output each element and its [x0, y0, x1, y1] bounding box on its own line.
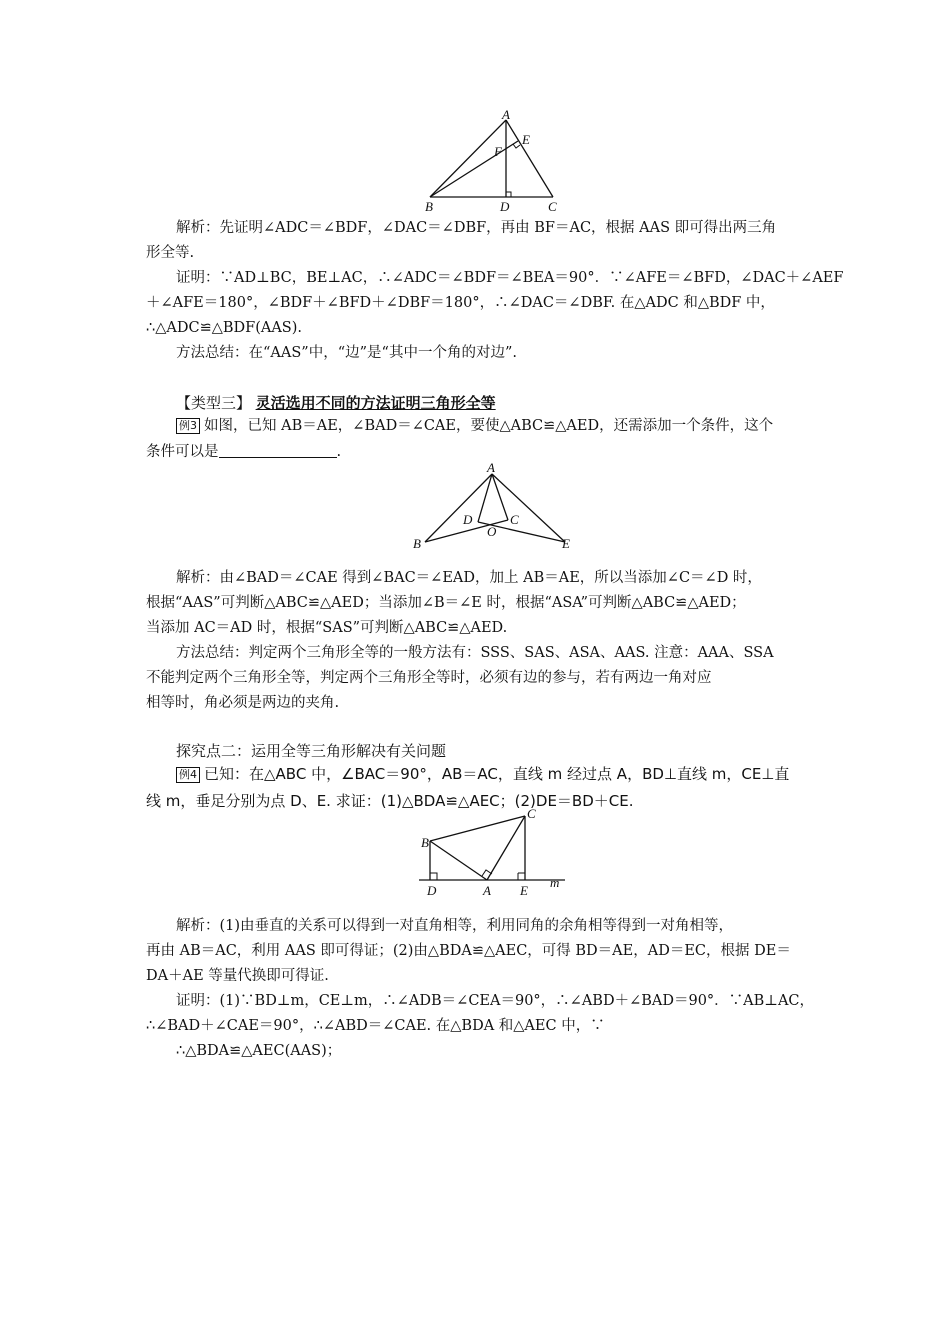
segment-be — [430, 141, 518, 197]
section-3-title: 灵活选用不同的方法证明三角形全等 — [255, 394, 496, 412]
analysis-3-line2: 根据“AAS”可判断△ABC≌△AED；当添加∠B＝∠E 时，根据“ASA”可判断△ABC≌△AED； — [146, 595, 746, 611]
label-o: O — [487, 524, 497, 539]
segment-bc — [430, 816, 525, 841]
figure-two-triangles — [410, 460, 585, 552]
analysis-3-line3: 当添加 AC＝AD 时，根据“SAS”可判断△ABC≌△AED. — [146, 620, 508, 636]
label-d: D — [500, 199, 510, 214]
label-a: A — [502, 108, 510, 122]
summary-1: 方法总结：在“AAS”中，“边”是“其中一个角的对边”. — [176, 345, 517, 361]
example-3-line1 — [176, 414, 811, 438]
example-3-badge: 例3 — [176, 418, 200, 434]
label-c: C — [527, 806, 536, 821]
segment-ca — [487, 816, 525, 880]
label-f: F — [494, 144, 502, 159]
section-3-prefix: 【类型三】 — [176, 394, 252, 412]
label-e: E — [562, 536, 570, 551]
segment-ae — [492, 474, 565, 542]
example-4-text: 已知：在△ABC 中，∠BAC＝90°，AB＝AC，直线 m 经过点 A，BD⊥直线 m，CE⊥直 — [204, 765, 790, 783]
answer-blank[interactable] — [219, 443, 337, 458]
label-m: m — [550, 875, 560, 890]
label-b: B — [413, 536, 421, 551]
summary-3-line1: 方法总结：判定两个三角形全等的一般方法有：SSS、SAS、ASA、AAS. 注意：AAA、SSA — [176, 645, 774, 661]
proof-1-line3: ∴△ADC≌△BDF(AAS). — [146, 320, 303, 336]
proof-1-line2: ＋∠AFE＝180°，∠BDF＋∠BFD＋∠DBF＝180°，∴∠DAC＝∠DBF. 在△ADC 和△BDF 中， — [146, 295, 775, 311]
example-3-period: . — [336, 444, 342, 460]
label-d: D — [463, 512, 473, 527]
proof-1-line1: 证明：∵AD⊥BC，BE⊥AC，∴∠ADC＝∠BDF＝∠BEA＝90°．∵∠AFE＝∠BFD，∠DAC＋∠AEF — [176, 270, 844, 286]
analysis-4-line2: 再由 AB＝AC，利用 AAS 即可得证；(2)由△BDA≌△AEC，可得 BD＝AE，AD＝EC，根据 DE＝ — [146, 943, 791, 959]
analysis-4-line3: DA＋AE 等量代换即可得证. — [146, 968, 329, 984]
example-3-text2: 条件可以是 — [146, 444, 219, 460]
label-e: E — [522, 132, 530, 147]
example-3-text: 如图，已知 AB＝AE，∠BAD＝∠CAE，要使△ABC≌△AED，还需添加一个条件，这个 — [204, 418, 774, 434]
proof-4-line1: 证明：(1)∵BD⊥m，CE⊥m，∴∠ADB＝∠CEA＝90°，∴∠ABD＋∠BAD＝90°．∵AB⊥AC， — [176, 993, 815, 1009]
example-4-badge: 例4 — [176, 767, 200, 783]
label-b: B — [421, 835, 429, 850]
figure-line-triangle — [415, 806, 570, 898]
label-c: C — [548, 199, 557, 214]
label-a: A — [483, 883, 491, 898]
proof-4-line3: ∴△BDA≌△AEC(AAS)； — [176, 1043, 342, 1059]
label-e: E — [520, 883, 528, 898]
figure-triangle-altitudes — [420, 108, 570, 216]
proof-4-line2: ∴∠BAD＋∠CAE＝90°，∴∠ABD＝∠CAE. 在△BDA 和△AEC 中，∵ — [146, 1018, 605, 1034]
label-c: C — [510, 512, 519, 527]
analysis-1-line1: 解析：先证明∠ADC＝∠BDF，∠DAC＝∠DBF，再由 BF＝AC，根据 AAS 即可得出两三角 — [176, 220, 777, 236]
analysis-1-line2: 形全等. — [146, 245, 195, 261]
label-d: D — [427, 883, 437, 898]
example-4-line2: 线 m，垂足分别为点 D、E. 求证：(1)△BDA≌△AEC；(2)DE＝BD＋CE. — [146, 792, 634, 810]
section-4-heading: 探究点二：运用全等三角形解决有关问题 — [176, 742, 447, 760]
segment-ba — [430, 841, 487, 880]
section-3-heading — [176, 391, 811, 416]
example-4-line1 — [176, 762, 811, 786]
label-b: B — [425, 199, 433, 214]
summary-3-line2: 不能判定两个三角形全等，判定两个三角形全等时，必须有边的参与，若有两边一角对应 — [146, 670, 712, 686]
summary-3-line3: 相等时，角必须是两边的夹角. — [146, 695, 340, 711]
analysis-3-line1: 解析：由∠BAD＝∠CAE 得到∠BAC＝∠EAD，加上 AB＝AE，所以当添加∠C＝∠D 时， — [176, 570, 762, 586]
analysis-4-line1: 解析：(1)由垂直的关系可以得到一对直角相等，利用同角的余角相等得到一对角相等， — [176, 918, 734, 934]
label-a: A — [487, 460, 495, 475]
